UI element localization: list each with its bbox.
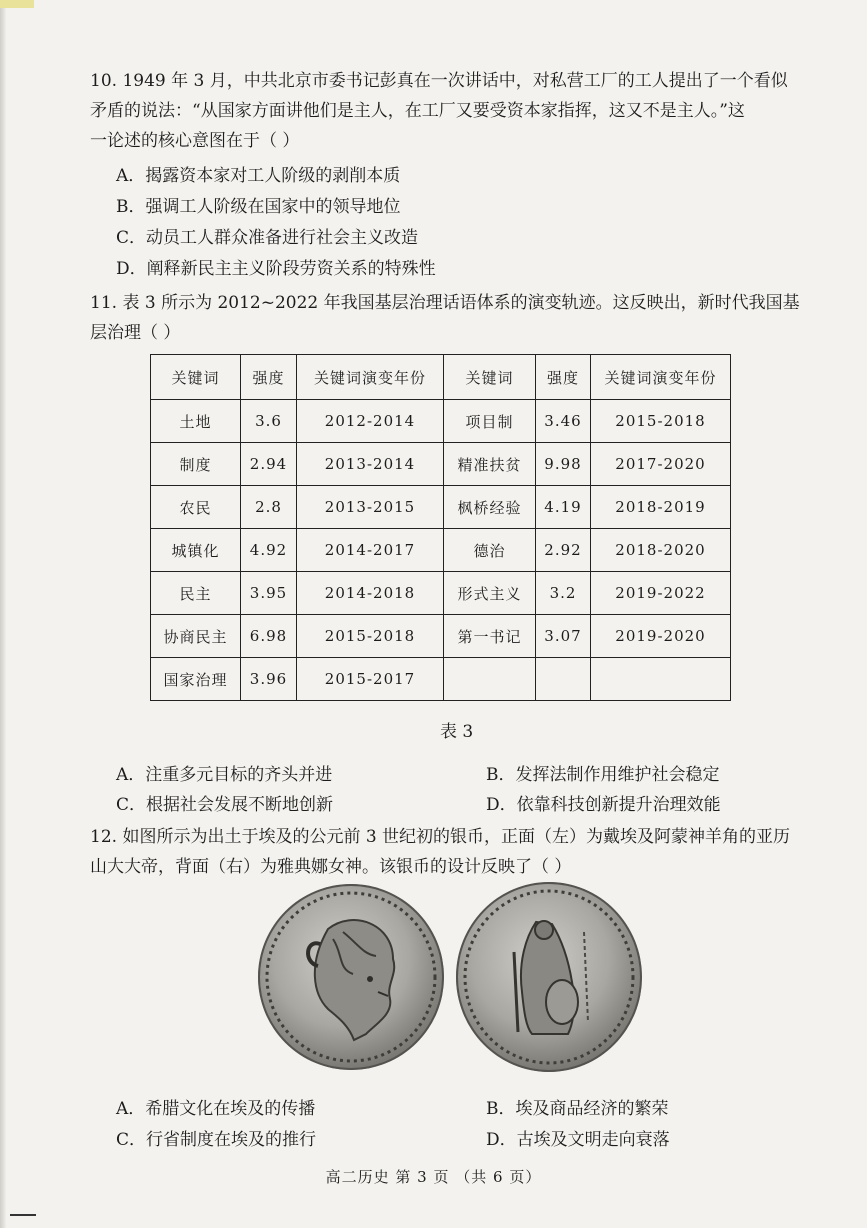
table-row (151, 486, 731, 529)
scan-mark-bottom (10, 1214, 36, 1216)
question-11-option-b[interactable]: B．发挥法制作用维护社会稳定 (486, 765, 720, 785)
table-cell: 3.96 (241, 658, 297, 701)
page-edge (0, 0, 6, 1228)
question-11 (90, 288, 810, 348)
table-row (151, 529, 731, 572)
question-12 (90, 822, 810, 882)
question-10-option-d[interactable]: D．阐释新民主主义阶段劳资关系的特殊性 (116, 259, 436, 279)
table-cell: 2017-2020 (591, 443, 731, 486)
table-cell: 精准扶贫 (444, 443, 536, 486)
table-cell: 土地 (151, 400, 241, 443)
table-header-row (151, 355, 731, 400)
table-cell: 2.92 (536, 529, 591, 572)
table-cell: 2019-2022 (591, 572, 731, 615)
coin-front-image (258, 884, 444, 1070)
table-cell: 2.8 (241, 486, 297, 529)
table-row (151, 572, 731, 615)
table-cell: 国家治理 (151, 658, 241, 701)
table-cell: 4.19 (536, 486, 591, 529)
header-keyword: 关键词 (151, 355, 241, 400)
table-cell: 2014-2018 (297, 572, 444, 615)
header-years: 关键词演变年份 (297, 355, 444, 400)
question-12-option-c[interactable]: C．行省制度在埃及的推行 (116, 1130, 317, 1150)
table-cell: 农民 (151, 486, 241, 529)
table-cell: 形式主义 (444, 572, 536, 615)
question-11-line-1: 11. 表 3 所示为 2012~2022 年我国基层治理话语体系的演变轨迹。这反映出，新时代我国基 (90, 293, 800, 313)
table-row (151, 400, 731, 443)
question-11-line-2: 层治理（ ） (90, 323, 181, 343)
question-11-option-d[interactable]: D．依靠科技创新提升治理效能 (486, 795, 721, 815)
table-cell: 2015-2017 (297, 658, 444, 701)
question-10-option-b[interactable]: B．强调工人阶级在国家中的领导地位 (116, 197, 401, 217)
table-cell: 3.95 (241, 572, 297, 615)
table-cell: 9.98 (536, 443, 591, 486)
table-cell: 3.46 (536, 400, 591, 443)
table-cell: 3.07 (536, 615, 591, 658)
table-cell: 6.98 (241, 615, 297, 658)
alexander-head-icon (258, 884, 444, 1070)
table-cell: 协商民主 (151, 615, 241, 658)
header-strength: 强度 (241, 355, 297, 400)
question-12-option-a[interactable]: A．希腊文化在埃及的传播 (116, 1099, 316, 1119)
table-cell: 2019-2020 (591, 615, 731, 658)
table-row (151, 443, 731, 486)
question-11-option-c[interactable]: C．根据社会发展不断地创新 (116, 795, 334, 815)
table-row (151, 615, 731, 658)
table-row (151, 658, 731, 701)
question-12-option-b[interactable]: B．埃及商品经济的繁荣 (486, 1099, 669, 1119)
question-10-option-c[interactable]: C．动员工人群众准备进行社会主义改造 (116, 228, 419, 248)
header-strength: 强度 (536, 355, 591, 400)
table-cell: 4.92 (241, 529, 297, 572)
header-years: 关键词演变年份 (591, 355, 731, 400)
table-cell: 2012-2014 (297, 400, 444, 443)
question-12-option-d[interactable]: D．古埃及文明走向衰落 (486, 1130, 670, 1150)
table-cell: 2015-2018 (591, 400, 731, 443)
question-10 (90, 66, 810, 156)
athena-figure-icon (456, 882, 642, 1072)
table-cell: 2.94 (241, 443, 297, 486)
question-10-option-a[interactable]: A．揭露资本家对工人阶级的剥削本质 (116, 166, 401, 186)
table-cell (444, 658, 536, 701)
table-cell: 2018-2020 (591, 529, 731, 572)
table-cell: 2013-2014 (297, 443, 444, 486)
question-12-line-1: 12. 如图所示为出土于埃及的公元前 3 世纪初的银币，正面（左）为戴埃及阿蒙神羊角的亚历 (90, 827, 791, 847)
table-cell: 民主 (151, 572, 241, 615)
table-cell: 2018-2019 (591, 486, 731, 529)
coin-back-image (456, 882, 642, 1072)
keyword-table (150, 354, 731, 701)
question-11-option-a[interactable]: A．注重多元目标的齐头并进 (116, 765, 333, 785)
table-cell (536, 658, 591, 701)
question-10-line-3: 一论述的核心意图在于（ ） (90, 131, 300, 151)
question-12-line-2: 山大大帝，背面（右）为雅典娜女神。该银币的设计反映了（ ） (90, 857, 572, 877)
table-cell: 2013-2015 (297, 486, 444, 529)
table-cell: 枫桥经验 (444, 486, 536, 529)
table-cell (591, 658, 731, 701)
table-cell: 3.6 (241, 400, 297, 443)
table-cell: 项目制 (444, 400, 536, 443)
question-10-line-1: 10. 1949 年 3 月，中共北京市委书记彭真在一次讲话中，对私营工厂的工人提出了一个看似 (90, 71, 788, 91)
table-cell: 3.2 (536, 572, 591, 615)
page-footer: 高二历史 第 3 页 （共 6 页） (325, 1168, 542, 1186)
table-cell: 2015-2018 (297, 615, 444, 658)
table-cell: 德治 (444, 529, 536, 572)
table-caption: 表 3 (440, 722, 474, 742)
table-cell: 2014-2017 (297, 529, 444, 572)
table-cell: 制度 (151, 443, 241, 486)
table-cell: 第一书记 (444, 615, 536, 658)
table-cell: 城镇化 (151, 529, 241, 572)
header-keyword: 关键词 (444, 355, 536, 400)
question-10-line-2: 矛盾的说法：“从国家方面讲他们是主人，在工厂又要受资本家指挥，这又不是主人。”这 (90, 101, 745, 121)
scan-mark (0, 0, 34, 8)
